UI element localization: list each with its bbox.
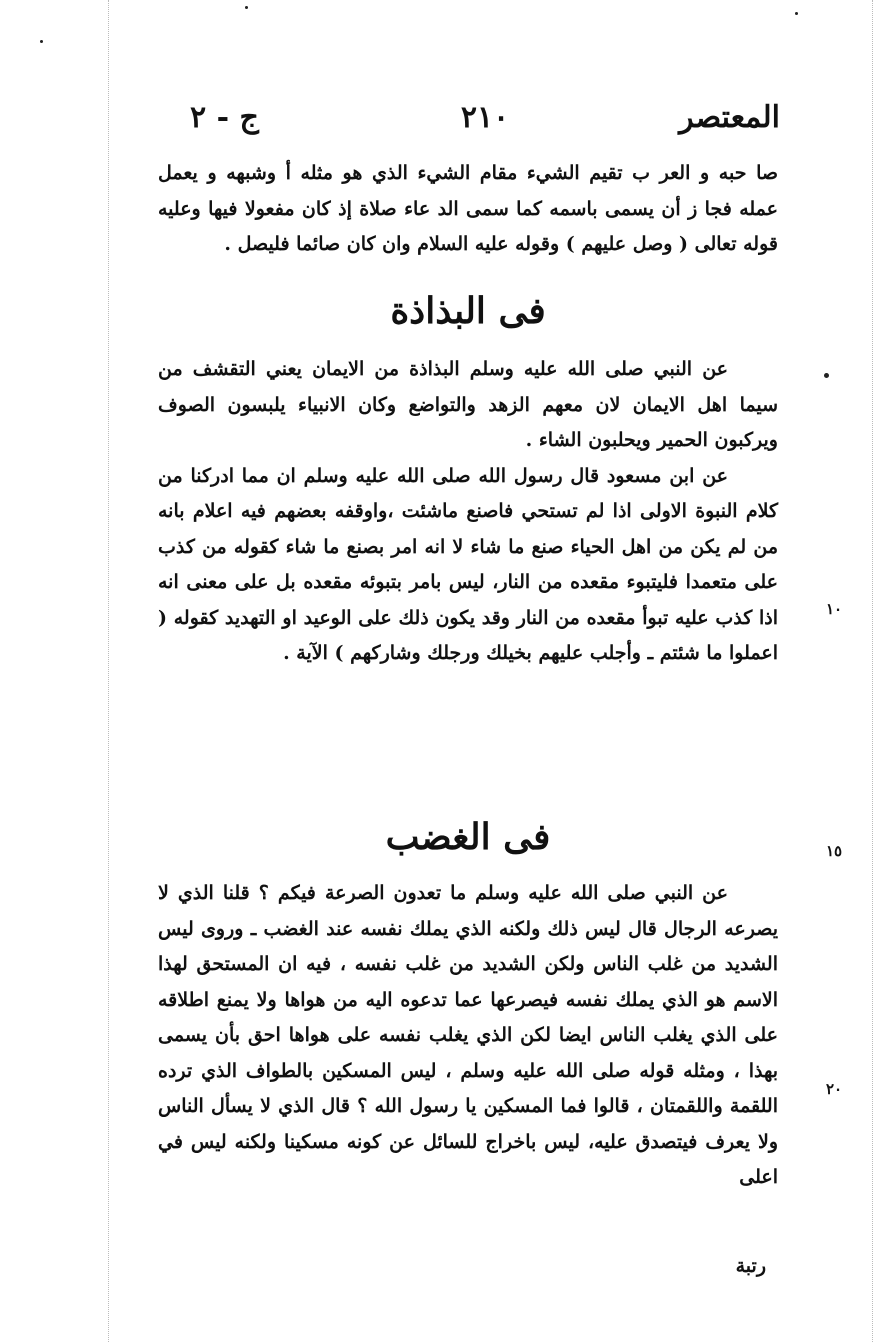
line-number: ١٥ xyxy=(826,842,843,860)
line-number: ٢٠ xyxy=(826,1080,843,1098)
catchword: رتبة xyxy=(735,1255,766,1277)
paragraph-text: صا حبه و العر ب تقيم الشيء مقام الشيء الذي هو مثله أ وشبهه و يعمل عمله فجا ز أن يسمى باسمه كما سمى الد عاء صلاة إذ كان مفعولا فيها وعليه قوله تعالى ( وصل عليهم ) وقوله عليه السلام وان كان صائما فليصل . xyxy=(158,162,778,255)
paragraph-text: عن النبي صلى الله عليه وسلم البذاذة من الايمان يعني التقشف من سيما اهل الايمان لان معهم الزهد والتواضع وكان الانبياء يلبسون الصوف ويركبون الحمير ويحلبون الشاء . xyxy=(158,358,778,451)
book-title: المعتصر xyxy=(679,100,780,135)
page-number: ٢١٠ xyxy=(460,100,510,135)
paragraph-text: عن النبي صلى الله عليه وسلم ما تعدون الصرعة فيكم ؟ قلنا الذي لا يصرعه الرجال قال ليس ذلك ولكنه الذي يملك نفسه عند الغضب ـ وروى ليس الشديد من غلب الناس ولكن الشديد من غلب نفسه ، فيه ان المستحق لهذا الاسم هو الذي يملك نفسه فيصرعها عما تدعوه اليه من هواها ولا يمنع اطلاقه على الذي يغلب الناس ايضا لكن الذي يغلب نفسه على هواها احق بأن يسمى بهذا ، ومثله قوله صلى الله عليه وسلم ، ليس المسكين بالطواف الذي ترده اللقمة واللقمتان ، قالوا فما المسكين يا رسول الله ؟ قال الذي لا يسأل الناس ولا يعرف فيتصدق عليه، ليس باخراج للسائل عن كونه مسكينا ولكنه ليس في اعلى xyxy=(158,882,778,1188)
paragraph-top xyxy=(158,156,778,263)
section-title-badhadha: فى البذاذة xyxy=(390,290,546,332)
page-header xyxy=(190,100,780,146)
scan-speck xyxy=(795,12,798,15)
scan-border-left xyxy=(108,0,109,1342)
scan-speck xyxy=(824,373,829,378)
section-1-body xyxy=(158,352,778,672)
line-number: ١٠ xyxy=(826,600,843,618)
section-2-body xyxy=(158,876,778,1196)
scan-speck xyxy=(245,6,248,9)
scan-speck xyxy=(40,40,43,43)
paragraph-text: عن ابن مسعود قال رسول الله صلى الله عليه وسلم ان مما ادركنا من كلام النبوة الاولى اذا لم تستحي فاصنع ماشئت ،واوقفه بعضهم فيه اعلام بانه من لم يكن من اهل الحياء صنع ما شاء لا انه امر بصنع ما شاء كقوله من كذب على متعمدا فليتبوء مقعده من النار، ليس بامر بتبوئه مقعده بل على معنى انه اذا كذب عليه تبوأ مقعده من النار وقد يكون ذلك على الوعيد او التهديد كقوله ( اعملوا ما شئتم ـ وأجلب عليهم بخيلك ورجلك وشاركهم ) الآية . xyxy=(158,464,778,664)
volume-number: ج - ٢ xyxy=(190,100,259,135)
section-title-ghadab: فى الغضب xyxy=(385,816,551,858)
scan-border-right xyxy=(872,0,873,1342)
